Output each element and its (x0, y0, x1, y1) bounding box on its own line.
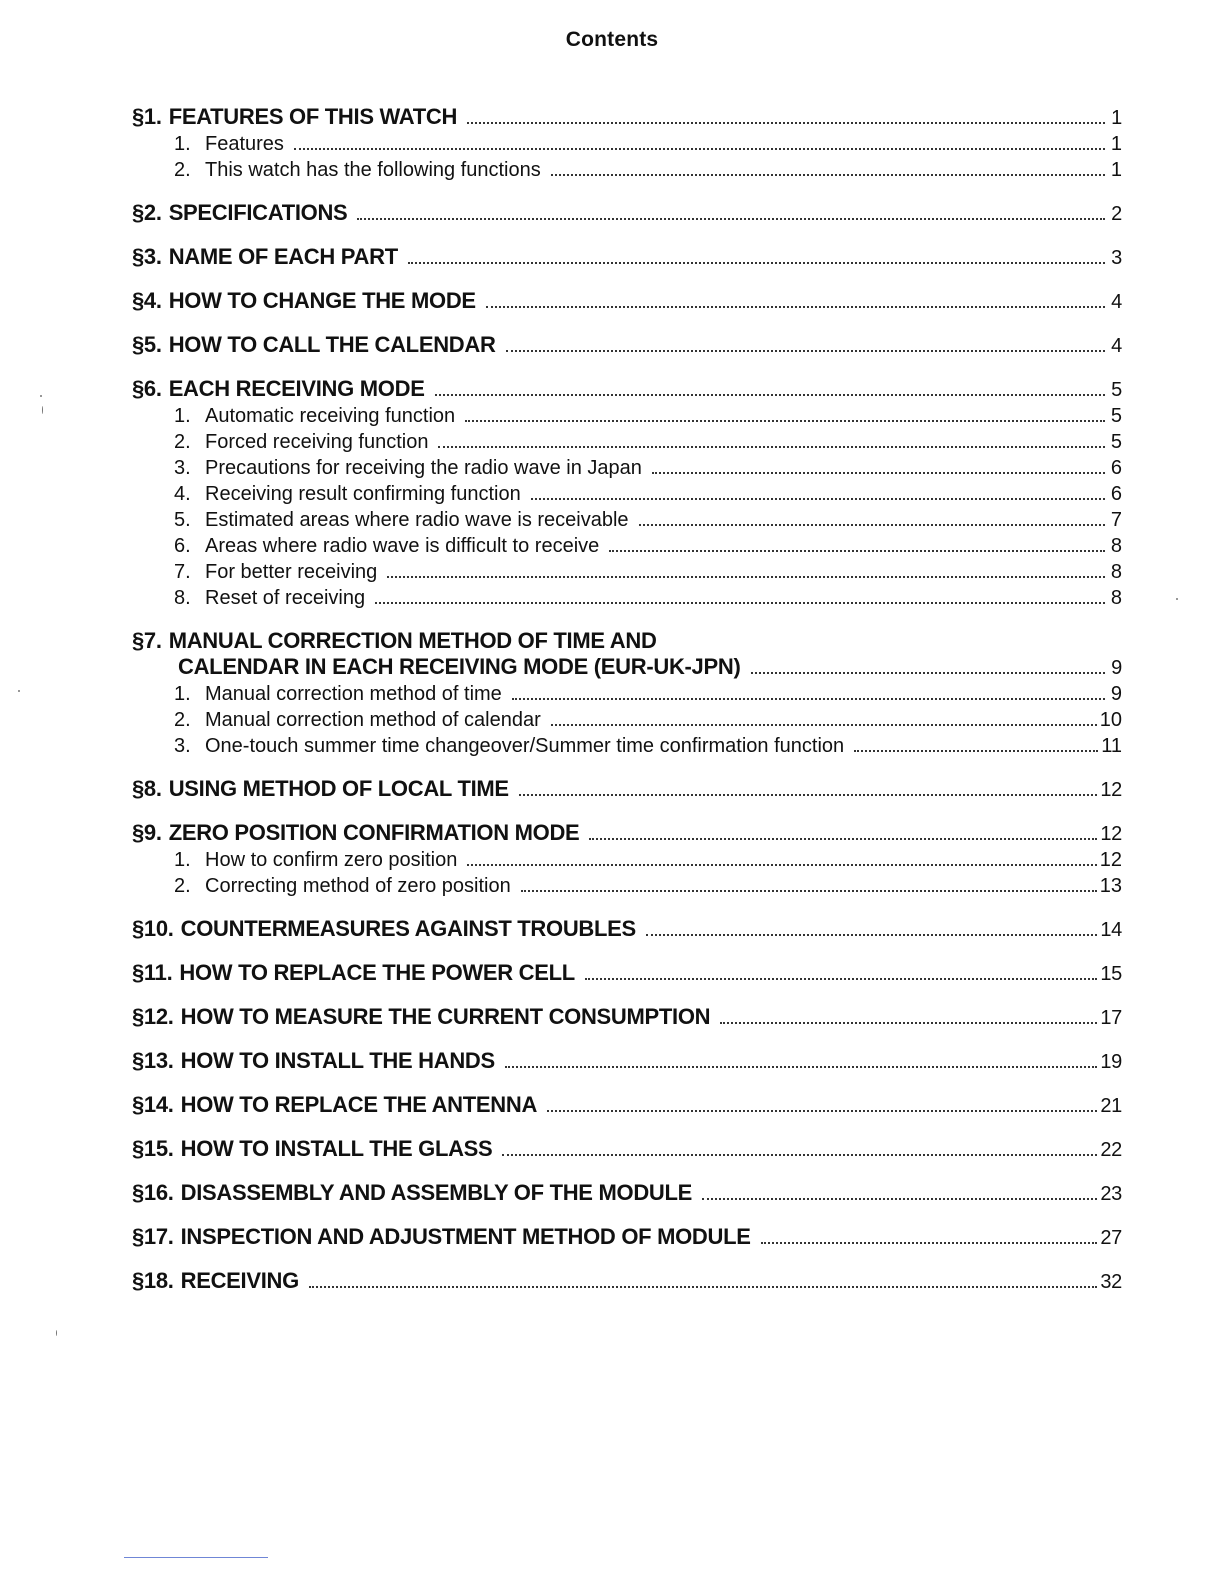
leader-dots (506, 350, 1105, 352)
toc-item (132, 455, 1122, 481)
section-title: HOW TO INSTALL THE HANDS (180, 1048, 495, 1073)
section-number: §14. (132, 1092, 174, 1117)
toc-section (132, 1136, 1122, 1163)
item-title: How to confirm zero position (205, 849, 458, 871)
toc-section-heading (132, 1092, 1122, 1119)
toc-section (132, 1092, 1122, 1119)
section-title: HOW TO MEASURE THE CURRENT CONSUMPTION (180, 1004, 711, 1029)
page-number: 4 (1111, 291, 1122, 313)
section-number: §10. (132, 916, 174, 941)
page-number: 8 (1110, 587, 1122, 609)
toc-item (132, 131, 1122, 157)
leader-dots (387, 576, 1105, 578)
leader-dots (375, 602, 1105, 604)
toc-section-heading (132, 200, 1122, 227)
item-title: One-touch summer time changeover/Summer time confirmation function (205, 735, 845, 757)
toc-section (132, 200, 1122, 227)
toc-section (132, 1048, 1122, 1075)
item-number: 1. (174, 849, 191, 871)
section-number: §18. (132, 1268, 174, 1293)
leader-dots (585, 978, 1097, 980)
table-of-contents (132, 104, 1122, 1312)
section-number: §2. (132, 200, 162, 225)
item-title: This watch has the following functions (205, 159, 541, 181)
page-number: 12 (1099, 849, 1122, 871)
page-title: Contents (565, 28, 659, 51)
scan-speck (56, 1330, 57, 1336)
page-number: 27 (1100, 1227, 1122, 1249)
page-number: 21 (1100, 1095, 1122, 1117)
section-title: ZERO POSITION CONFIRMATION MODE (168, 820, 580, 845)
section-number: §1. (132, 104, 162, 129)
page-number: 11 (1101, 735, 1122, 757)
toc-item (132, 559, 1122, 585)
toc-section-heading (132, 1136, 1122, 1163)
toc-section-heading (132, 1004, 1122, 1031)
item-number: 2. (174, 709, 191, 731)
item-number: 6. (174, 535, 191, 557)
item-title: Automatic receiving function (205, 405, 456, 427)
section-number: §3. (132, 244, 162, 269)
section-number: §6. (132, 376, 162, 401)
section-title: HOW TO CHANGE THE MODE (168, 288, 476, 313)
section-title: SPECIFICATIONS (168, 200, 348, 225)
leader-dots (435, 394, 1105, 396)
leader-dots (467, 122, 1105, 124)
item-number: 3. (174, 735, 191, 757)
item-number: 1. (174, 133, 191, 155)
toc-section (132, 376, 1122, 611)
item-number: 2. (174, 875, 191, 897)
toc-section-heading (132, 916, 1122, 943)
page-number: 9 (1110, 683, 1122, 705)
item-number: 1. (174, 405, 191, 427)
item-number: 3. (174, 457, 191, 479)
page-number: 5 (1110, 405, 1122, 427)
toc-item (132, 873, 1122, 899)
leader-dots (646, 934, 1097, 936)
section-title: EACH RECEIVING MODE (168, 376, 425, 401)
scan-speck (1176, 598, 1178, 600)
item-title: Correcting method of zero position (205, 875, 511, 897)
section-title: HOW TO INSTALL THE GLASS (180, 1136, 493, 1161)
page-number: 2 (1111, 203, 1122, 225)
leader-dots (357, 218, 1105, 220)
section-title: DISASSEMBLY AND ASSEMBLY OF THE MODULE (180, 1180, 693, 1205)
item-number: 2. (174, 431, 191, 453)
leader-dots (438, 446, 1105, 448)
page-number: 5 (1111, 379, 1122, 401)
page-number: 4 (1111, 335, 1122, 357)
page-number: 19 (1100, 1051, 1122, 1073)
page-number: 32 (1100, 1271, 1122, 1293)
section-title-cont: CALENDAR IN EACH RECEIVING MODE (EUR-UK-JPN) (178, 654, 741, 679)
section-number: §17. (132, 1224, 174, 1249)
item-title: For better receiving (205, 561, 378, 583)
item-title: Manual correction method of calendar (205, 709, 541, 731)
item-number: 4. (174, 483, 191, 505)
section-number: §8. (132, 776, 162, 801)
toc-section-heading-cont (132, 654, 1122, 681)
toc-section (132, 776, 1122, 803)
toc-section (132, 332, 1122, 359)
section-number: §16. (132, 1180, 174, 1205)
toc-section-heading (132, 1268, 1122, 1295)
toc-section-heading (132, 376, 1122, 403)
toc-item (132, 429, 1122, 455)
section-title: HOW TO CALL THE CALENDAR (168, 332, 496, 357)
page-number: 5 (1110, 431, 1122, 453)
section-title: NAME OF EACH PART (168, 244, 398, 269)
item-title: Features (205, 133, 284, 155)
item-title: Reset of receiving (205, 587, 366, 609)
toc-item (132, 847, 1122, 873)
toc-section (132, 244, 1122, 271)
item-title: Estimated areas where radio wave is receivable (205, 509, 629, 531)
item-title: Precautions for receiving the radio wave in Japan (205, 457, 642, 479)
item-number: 5. (174, 509, 191, 531)
section-title: HOW TO REPLACE THE POWER CELL (179, 960, 575, 985)
leader-dots (551, 724, 1097, 726)
toc-section (132, 1224, 1122, 1251)
leader-dots (505, 1066, 1097, 1068)
page-number: 6 (1110, 483, 1122, 505)
leader-dots (521, 890, 1097, 892)
section-title: HOW TO REPLACE THE ANTENNA (180, 1092, 538, 1117)
item-title: Manual correction method of time (205, 683, 502, 705)
item-title: Receiving result confirming function (205, 483, 521, 505)
leader-dots (309, 1286, 1097, 1288)
page-number: 12 (1100, 823, 1122, 845)
leader-dots (589, 838, 1097, 840)
toc-section-heading (132, 1224, 1122, 1251)
item-number: 1. (174, 683, 191, 705)
section-title: USING METHOD OF LOCAL TIME (168, 776, 509, 801)
toc-item (132, 403, 1122, 429)
page-number: 12 (1100, 779, 1122, 801)
toc-section-heading (132, 1048, 1122, 1075)
page-number: 1 (1110, 159, 1122, 181)
toc-section-heading (132, 1180, 1122, 1207)
page-number: 14 (1100, 919, 1122, 941)
toc-section-heading (132, 960, 1122, 987)
page-number: 22 (1100, 1139, 1122, 1161)
bottom-rule (124, 1557, 268, 1558)
page-number: 8 (1110, 535, 1122, 557)
section-number: §5. (132, 332, 162, 357)
page-number: 6 (1110, 457, 1122, 479)
section-number: §7. (132, 628, 162, 653)
leader-dots (408, 262, 1105, 264)
leader-dots (465, 420, 1105, 422)
toc-item (132, 585, 1122, 611)
toc-item (132, 733, 1122, 759)
leader-dots (652, 472, 1105, 474)
toc-section (132, 1180, 1122, 1207)
toc-section-heading (132, 776, 1122, 803)
leader-dots (502, 1154, 1097, 1156)
scan-speck (42, 406, 43, 414)
toc-section-heading (132, 244, 1122, 271)
section-title: RECEIVING (180, 1268, 299, 1293)
leader-dots (531, 498, 1105, 500)
leader-dots (547, 1110, 1097, 1112)
leader-dots (609, 550, 1105, 552)
page-number: 10 (1099, 709, 1122, 731)
toc-item (132, 533, 1122, 559)
leader-dots (761, 1242, 1098, 1244)
page-number: 17 (1100, 1007, 1122, 1029)
toc-item (132, 507, 1122, 533)
leader-dots (519, 794, 1098, 796)
page-number: 8 (1110, 561, 1122, 583)
toc-item (132, 157, 1122, 183)
toc-section-heading (132, 332, 1122, 359)
item-number: 7. (174, 561, 191, 583)
leader-dots (639, 524, 1105, 526)
toc-section-heading (132, 104, 1122, 131)
leader-dots (467, 864, 1096, 866)
toc-section (132, 104, 1122, 183)
toc-item (132, 481, 1122, 507)
page-number: 7 (1110, 509, 1122, 531)
toc-section (132, 960, 1122, 987)
section-title: FEATURES OF THIS WATCH (168, 104, 458, 129)
section-number: §12. (132, 1004, 174, 1029)
section-title: INSPECTION AND ADJUSTMENT METHOD OF MODULE (180, 1224, 751, 1249)
section-number: §15. (132, 1136, 174, 1161)
page-number: 1 (1110, 133, 1122, 155)
toc-section-heading (132, 628, 1122, 654)
toc-section (132, 1268, 1122, 1295)
section-number: §13. (132, 1048, 174, 1073)
page-number: 23 (1100, 1183, 1122, 1205)
toc-item (132, 707, 1122, 733)
toc-section-heading (132, 820, 1122, 847)
page-number: 15 (1100, 963, 1122, 985)
item-number: 2. (174, 159, 191, 181)
leader-dots (551, 174, 1105, 176)
toc-section (132, 628, 1122, 759)
leader-dots (702, 1198, 1097, 1200)
section-number: §11. (132, 960, 173, 985)
toc-section (132, 1004, 1122, 1031)
page-number: 1 (1111, 107, 1122, 129)
leader-dots (854, 750, 1098, 752)
leader-dots (751, 672, 1106, 674)
section-number: §9. (132, 820, 162, 845)
item-number: 8. (174, 587, 191, 609)
toc-section (132, 820, 1122, 899)
scan-speck (18, 690, 20, 692)
section-title: COUNTERMEASURES AGAINST TROUBLES (180, 916, 636, 941)
toc-section-heading (132, 288, 1122, 315)
page-number: 9 (1111, 657, 1122, 679)
leader-dots (512, 698, 1105, 700)
toc-item (132, 681, 1122, 707)
toc-section (132, 916, 1122, 943)
section-title: MANUAL CORRECTION METHOD OF TIME AND (168, 628, 657, 653)
item-title: Areas where radio wave is difficult to receive (205, 535, 600, 557)
leader-dots (486, 306, 1105, 308)
page-number: 3 (1111, 247, 1122, 269)
section-number: §4. (132, 288, 162, 313)
page-number: 13 (1099, 875, 1122, 897)
scan-speck (40, 395, 42, 397)
leader-dots (720, 1022, 1097, 1024)
item-title: Forced receiving function (205, 431, 429, 453)
toc-section (132, 288, 1122, 315)
leader-dots (294, 148, 1105, 150)
